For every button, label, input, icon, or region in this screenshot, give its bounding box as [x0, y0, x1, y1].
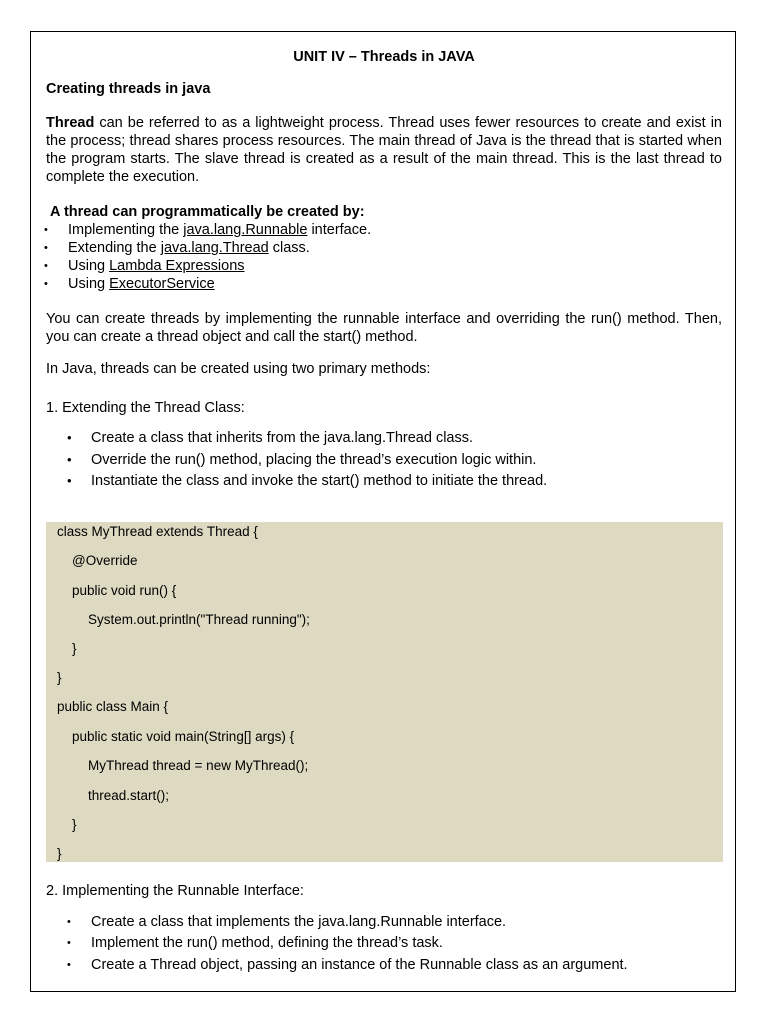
code-line: public class Main { — [57, 699, 169, 714]
code-line: @Override — [72, 553, 138, 568]
creation-heading: A thread can programmatically be created by: — [50, 204, 365, 220]
code-line: } — [57, 670, 62, 685]
bullet-icon: • — [67, 916, 71, 928]
section-heading: Creating threads in java — [46, 81, 211, 97]
executorservice-link[interactable]: ExecutorService — [109, 276, 215, 292]
document-page — [30, 31, 736, 992]
list-item: Using Lambda Expressions — [68, 258, 245, 274]
bullet-icon: • — [67, 452, 72, 467]
code-line: class MyThread extends Thread { — [57, 524, 258, 539]
code-line: public void run() { — [72, 583, 177, 598]
method2-heading: 2. Implementing the Runnable Interface: — [46, 883, 304, 899]
code-block — [46, 522, 723, 862]
code-line: } — [72, 641, 77, 656]
list-item: Create a class that inherits from the java.lang.Thread class. — [91, 430, 474, 446]
thread-link[interactable]: java.lang.Thread — [160, 240, 269, 256]
bullet-icon: • — [67, 959, 71, 971]
runnable-link[interactable]: java.lang.Runnable — [183, 222, 308, 238]
code-line: } — [57, 846, 62, 861]
list-item: Instantiate the class and invoke the start() method to initiate the thread. — [91, 473, 548, 489]
code-line: } — [72, 817, 77, 832]
bullet-icon: • — [44, 278, 48, 290]
list-item: Implement the run() method, defining the thread’s task. — [91, 935, 443, 951]
method1-heading: 1. Extending the Thread Class: — [46, 400, 245, 416]
code-line: public static void main(String[] args) { — [72, 729, 295, 744]
two-methods-paragraph: In Java, threads can be created using two primary methods: — [46, 361, 431, 377]
list-item: Override the run() method, placing the thread’s execution logic within. — [91, 452, 537, 468]
list-item: Using ExecutorService — [68, 276, 215, 292]
bullet-icon: • — [44, 224, 48, 236]
list-item: Create a class that implements the java.lang.Runnable interface. — [91, 914, 507, 930]
bullet-icon: • — [67, 473, 72, 488]
bullet-icon: • — [67, 937, 71, 949]
code-line: MyThread thread = new MyThread(); — [88, 758, 309, 773]
code-line: thread.start(); — [88, 788, 170, 803]
runnable-paragraph: You can create threads by implementing the runnable interface and overriding the run() method. Then, you can create a thread object and call the start() method. — [46, 311, 722, 345]
list-item: Implementing the java.lang.Runnable interface. — [68, 222, 372, 238]
bullet-icon: • — [44, 242, 48, 254]
page-title: UNIT IV – Threads in JAVA — [293, 49, 475, 65]
intro-paragraph — [46, 114, 722, 186]
intro-text: can be referred to as a lightweight process. Thread uses fewer resources to create and exist in the process; thread shares process resources. The main thread of Java is the thread that is started when the program starts. The slave thread is created as a result of the main thread. This is the last thread to complete the execution. — [46, 115, 722, 185]
lambda-link[interactable]: Lambda Expressions — [109, 258, 245, 274]
code-line: System.out.println("Thread running"); — [88, 612, 310, 627]
list-item: Extending the java.lang.Thread class. — [68, 240, 310, 256]
bullet-icon: • — [44, 260, 48, 272]
list-item: Create a Thread object, passing an instance of the Runnable class as an argument. — [91, 957, 628, 973]
intro-lead: Thread — [46, 115, 95, 131]
bullet-icon: • — [67, 430, 72, 445]
